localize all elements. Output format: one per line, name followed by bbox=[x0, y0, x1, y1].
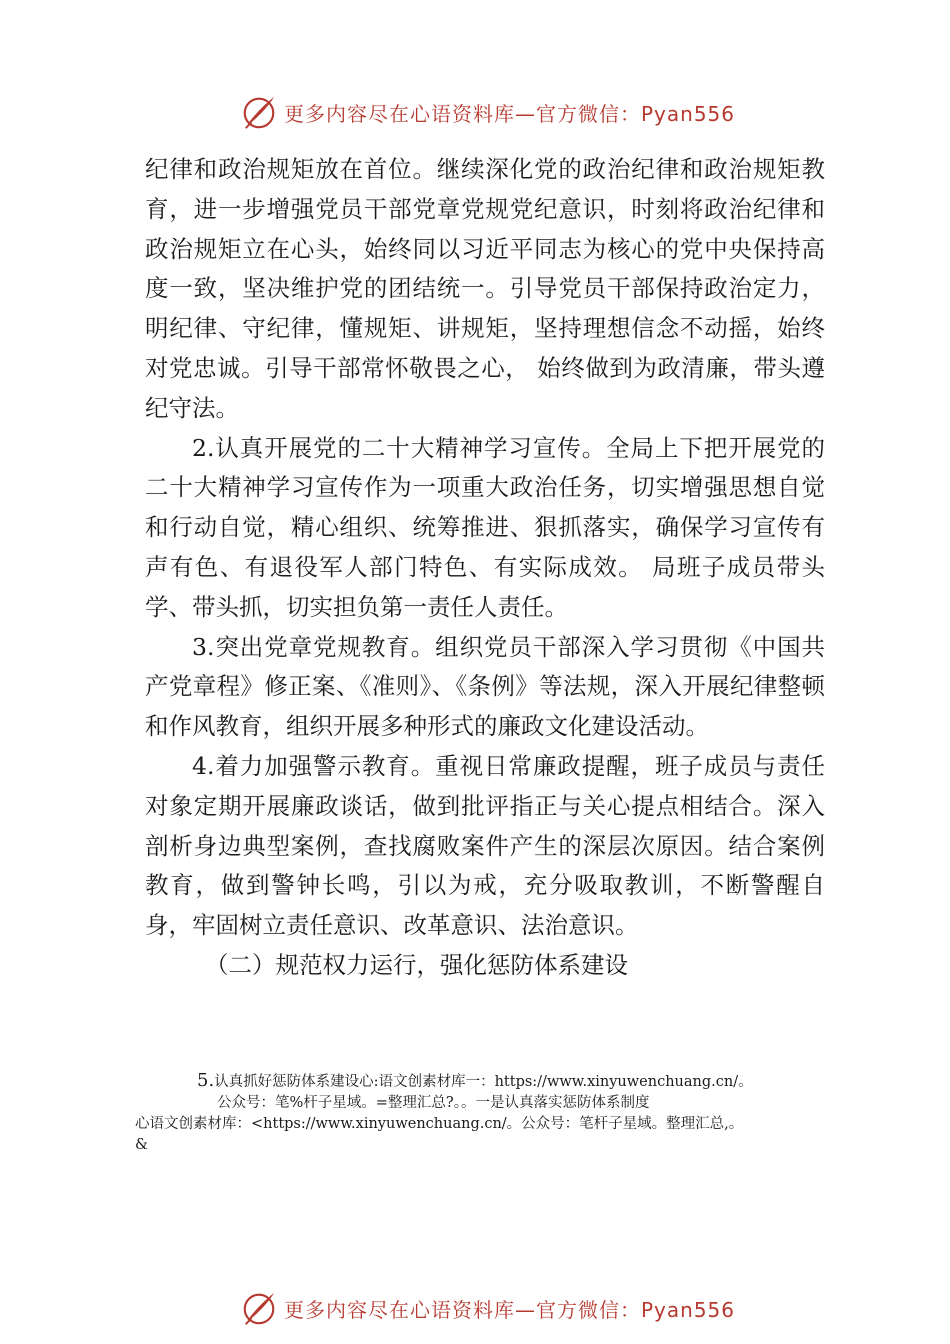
header-banner bbox=[240, 92, 760, 132]
paragraph: 3.突出党章党规教育。组织党员干部深入学习贯彻《中国共产党章程》修正案、《准则》、《条例》等法规，深入开展纪律整顿和作风教育，组织开展多种形式的廉政文化建设活动。 bbox=[145, 632, 825, 741]
note-line: 心语文创素材库：<https://www.xinyuwenchuang.cn/。公众号：笔杆子星域。整理汇总,。 bbox=[135, 1116, 744, 1132]
footer-banner bbox=[240, 1288, 760, 1328]
document-body bbox=[145, 150, 825, 986]
quill-pen-circle-icon bbox=[240, 1289, 278, 1327]
banner-text: 更多内容尽在心语资料库—官方微信：Pyan556 bbox=[284, 101, 736, 126]
paragraph: 纪律和政治规矩放在首位。继续深化党的政治纪律和政治规矩教育，进一步增强党员干部党章党规党纪意识，时刻将政治纪律和政治规矩立在心头，始终同以习近平同志为核心的党中央保持高度一致，坚决维护党的团结统一。引导党员干部保持政治定力，明纪律、守纪律，懂规矩、讲规矩，坚持理想信念不动摇，始终对党忠诚。引导干部常怀敬畏之心， 始终做到为政清廉，带头遵纪守法。 bbox=[145, 155, 825, 422]
paragraph: 4.着力加强警示教育。重视日常廉政提醒，班子成员与责任对象定期开展廉政谈话，做到批评指正与关心提点相结合。深入剖析身边典型案例，查找腐败案件产生的深层次原因。结合案例教育，做到警钟长鸣，引以为戒，充分吸取教训，不断警醒自身，牢固树立责任意识、改革意识、法治意识。 bbox=[145, 751, 825, 940]
note-line: 公众号：笔%杆子星域。=整理汇总?。。一是认真落实惩防体系制度 bbox=[217, 1095, 650, 1111]
paragraph: 2.认真开展党的二十大精神学习宣传。全局上下把开展党的二十大精神学习宣传作为一项重大政治任务，切实增强思想自觉和行动自觉，精心组织、统筹推进、狠抓落实，确保学习宣传有声有色、有退役军人部门特色、有实际成效。 局班子成员带头学、带头抓，切实担负第一责任人责任。 bbox=[145, 433, 825, 621]
banner-text: 更多内容尽在心语资料库—官方微信：Pyan556 bbox=[284, 1297, 736, 1322]
note-line: 5.认真抓好惩防体系建设心:语文创素材库一：https://www.xinyuwenchuang.cn/。 bbox=[197, 1070, 753, 1091]
quill-pen-circle-icon bbox=[240, 93, 278, 131]
note-line: & bbox=[135, 1137, 148, 1153]
section-subheading: （二）规范权力运行，强化惩防体系建设 bbox=[205, 950, 628, 979]
footnotes bbox=[135, 1070, 855, 1156]
